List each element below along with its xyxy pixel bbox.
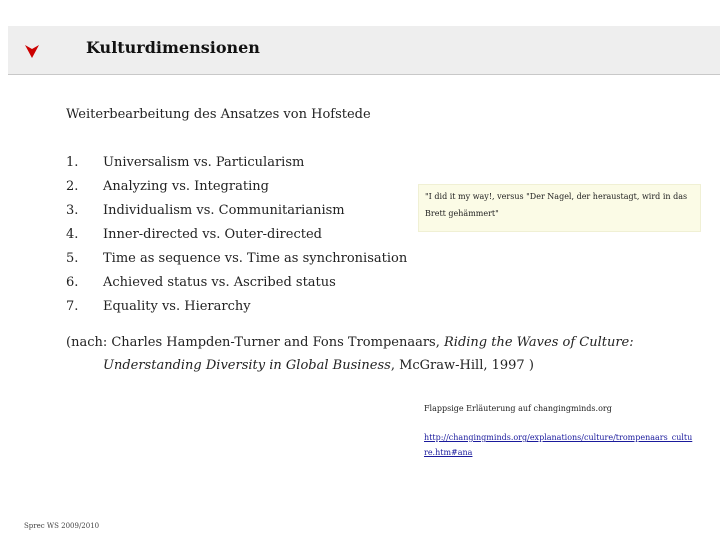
item-number: 6. bbox=[66, 275, 79, 290]
footer-text: Sprec WS 2009/2010 bbox=[24, 522, 100, 530]
item-text: Universalism vs. Particularism bbox=[103, 155, 305, 170]
item-number: 1. bbox=[66, 155, 79, 170]
item-text: Individualism vs. Communitarianism bbox=[103, 203, 345, 218]
item-text: Equality vs. Hierarchy bbox=[103, 299, 251, 314]
arrow-down-icon bbox=[24, 43, 40, 59]
list-item bbox=[66, 151, 407, 175]
page-title: Kulturdimensionen bbox=[86, 38, 260, 57]
list-item bbox=[66, 271, 407, 295]
list-item bbox=[66, 247, 407, 271]
quote-note: "I did it my way!, versus "Der Nagel, der heraustagt, wird in das Brett gehämmert" bbox=[418, 184, 701, 232]
list-item bbox=[66, 223, 407, 247]
item-text: Inner-directed vs. Outer-directed bbox=[103, 227, 322, 242]
item-text: Time as sequence vs. Time as synchronisation bbox=[103, 251, 408, 266]
item-number: 2. bbox=[66, 179, 79, 194]
item-number: 3. bbox=[66, 203, 79, 218]
subtitle: Weiterbearbeitung des Ansatzes von Hofstede bbox=[66, 107, 371, 122]
list-item bbox=[66, 295, 407, 319]
citation-prefix: (nach: Charles Hampden-Turner and Fons Trompenaars, bbox=[66, 335, 444, 350]
citation-title-2: Understanding Diversity in Global Business bbox=[103, 358, 391, 373]
header-bar bbox=[8, 26, 720, 75]
list-item bbox=[66, 199, 407, 223]
citation-suffix: , McGraw-Hill, 1997 ) bbox=[390, 358, 534, 373]
item-number: 7. bbox=[66, 299, 79, 314]
external-link[interactable]: http://changingminds.org/explanations/culture/trompenaars_culture.htm#ana bbox=[424, 433, 693, 457]
citation bbox=[66, 331, 666, 377]
item-text: Analyzing vs. Integrating bbox=[103, 179, 269, 194]
dimension-list bbox=[66, 151, 407, 319]
item-text: Achieved status vs. Ascribed status bbox=[103, 275, 336, 290]
item-number: 4. bbox=[66, 227, 79, 242]
item-number: 5. bbox=[66, 251, 79, 266]
link-caption: Flappsige Erläuterung auf changingminds.org bbox=[424, 404, 612, 413]
citation-title-1: Riding the Waves of Culture: bbox=[444, 335, 634, 350]
list-item bbox=[66, 175, 407, 199]
